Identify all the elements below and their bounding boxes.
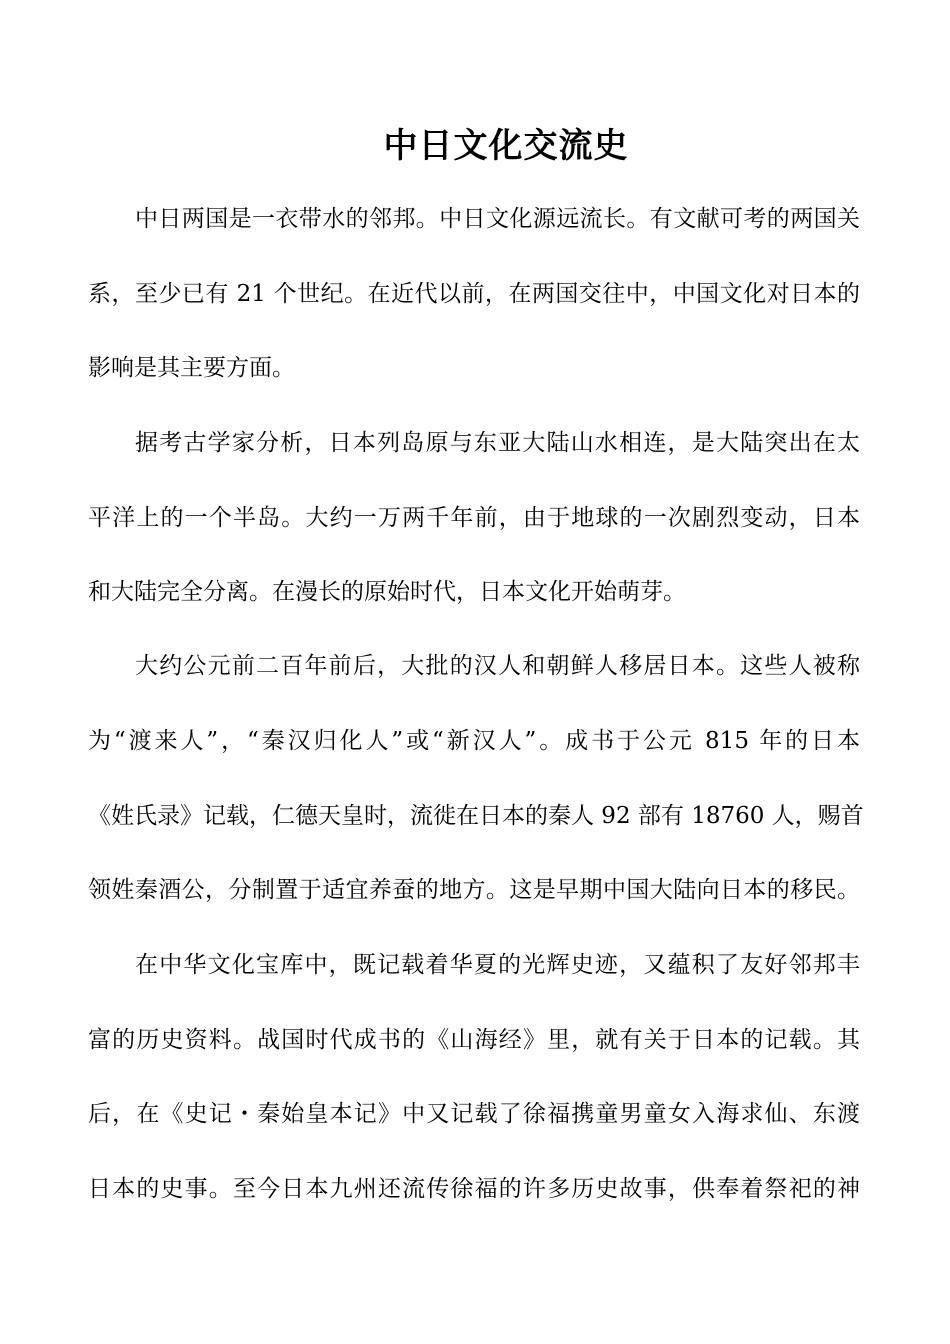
paragraph-1-line-3: 影响是其主要方面。: [88, 355, 295, 381]
paragraph-4-line-2: 富的历史资料。战国时代成书的《山海经》里，就有关于日本的记载。其: [88, 1027, 860, 1053]
paragraph-4-line-1: 在中华文化宝库中，既记载着华夏的光辉史迹，又蕴积了友好邻邦丰: [135, 952, 860, 978]
paragraph-4-line-4: 日本的史事。至今日本九州还流传徐福的许多历史故事，供奉着祭祀的神: [88, 1176, 860, 1202]
paragraph-3-line-3: 《姓氏录》记载，仁德天皇时，流徙在日本的秦人 92 部有 18760 人，赐首: [88, 803, 864, 829]
paragraph-3-line-1: 大约公元前二百年前后，大批的汉人和朝鲜人移居日本。这些人被称: [135, 653, 860, 679]
paragraph-4-line-3: 后，在《史记・秦始皇本记》中又记载了徐福携童男童女入海求仙、东渡: [88, 1101, 860, 1127]
paragraph-1-line-2: 系，至少已有 21 个世纪。在近代以前，在两国交往中，中国文化对日本的: [88, 281, 860, 307]
paragraph-2-line-2: 平洋上的一个半岛。大约一万两千年前，由于地球的一次剧烈变动，日本: [88, 505, 860, 531]
paragraph-3-line-4: 领姓秦酒公，分制置于适宜养蚕的地方。这是早期中国大陆向日本的移民。: [88, 877, 860, 903]
paragraph-2-line-3: 和大陆完全分离。在漫长的原始时代，日本文化开始萌芽。: [88, 579, 686, 605]
document-title: 中日文化交流史: [383, 126, 629, 166]
paragraph-3-line-2: 为“渡来人”，“秦汉归化人”或“新汉人”。成书于公元 815 年的日本: [88, 728, 860, 754]
paragraph-1-line-1: 中日两国是一衣带水的邻邦。中日文化源远流长。有文献可考的两国关: [135, 206, 860, 232]
paragraph-2-line-1: 据考古学家分析，日本列岛原与东亚大陆山水相连，是大陆突出在太: [135, 430, 860, 456]
